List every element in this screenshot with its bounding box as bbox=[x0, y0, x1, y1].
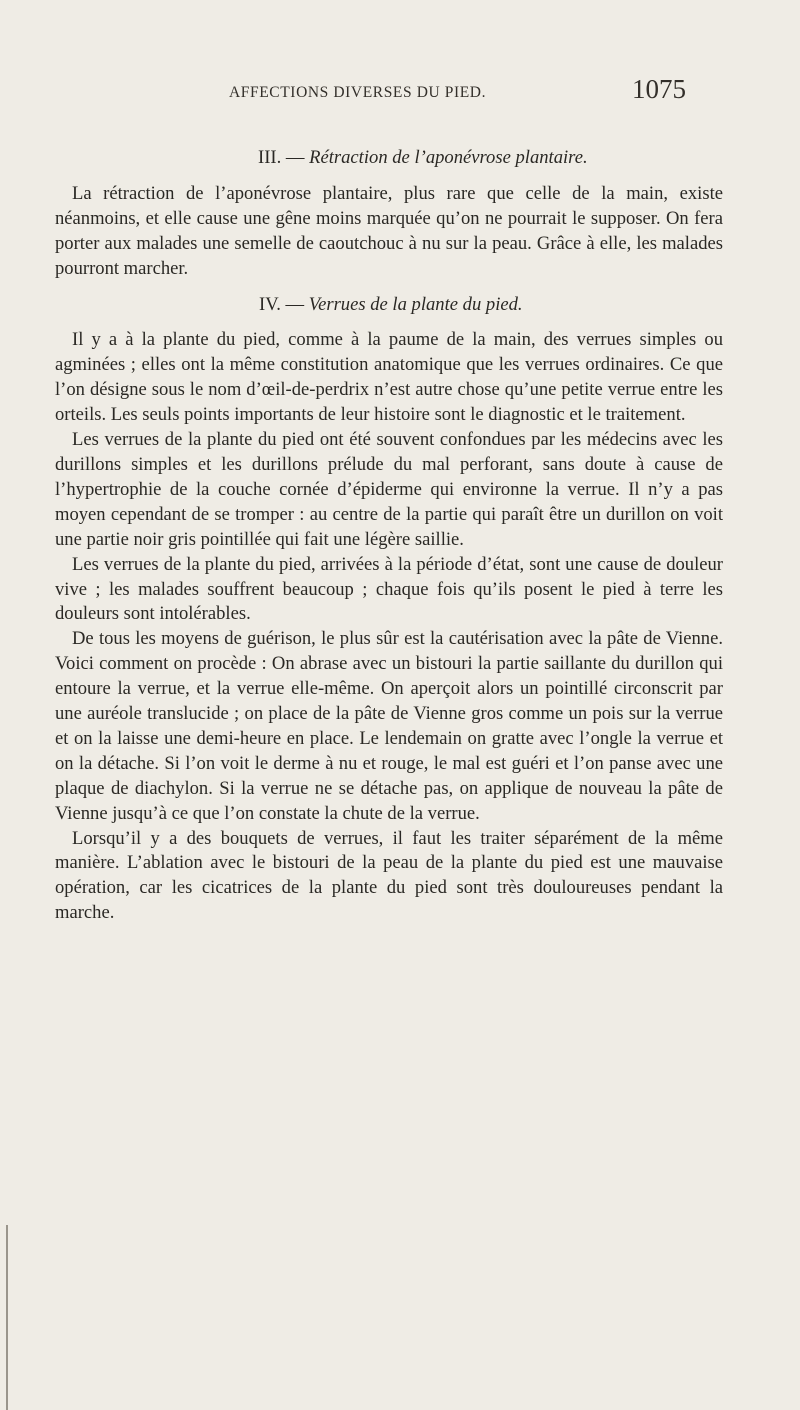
paragraph-verrues-traitement: De tous les moyens de guérison, le plus sûr est la cautérisation avec la pâte de Vienne. Voici comment on procède : On abrase avec un bistouri la partie saillante du durillon qui entoure la verrue, et la verrue elle-même. On aperçoit alors un pointillé circonscrit par une auréole translucide ; on place de la pâte de Vienne gros comme un pois sur la verrue et on la laisse une demi-heure en place. Le lendemain on gratte avec l’ongle la verrue et on la détache. Si l’on voit le derme à nu et rouge, le mal est guéri et l’on panse avec une plaque de diachylon. Si la verrue ne se détache pas, on applique de nouveau la pâte de Vienne jusqu’à ce que l’on constate la chute de la verrue. bbox=[55, 628, 723, 824]
section-numeral: IV. — bbox=[259, 293, 305, 315]
paragraph-verrues-bouquets: Lorsqu’il y a des bouquets de verrues, il faut les traiter séparément de la même manière. L’ablation avec le bistouri de la peau de la plante du pied est une mauvaise opération, car les cicatrices de la plante du pied sont très douloureuses pendant la marche. bbox=[55, 827, 723, 924]
running-head: AFFECTIONS DIVERSES DU PIED. bbox=[229, 84, 487, 101]
section-heading-verrues bbox=[55, 293, 723, 318]
page-number: 1075 bbox=[632, 74, 686, 104]
section-numeral: III. — bbox=[258, 147, 305, 168]
paragraph-verrues-description: Il y a à la plante du pied, comme à la paume de la main, des verrues simples ou agminées ; elles ont la même constitution anatomique que les verrues ordinaires. Ce que l’on désigne sous le nom d’œil-de-perdrix n’est autre chose qu’une petite verrue entre les orteils. Les seuls points importants de leur histoire sont le diagnostic et le traitement. bbox=[55, 329, 723, 426]
section-heading-retraction bbox=[55, 146, 723, 171]
paragraph-verrues-douleur: Les verrues de la plante du pied, arrivées à la période d’état, sont une cause de douleur vive ; les malades souffrent beaucoup ; chaque fois qu’ils posent le pied à terre les douleurs sont intolérables. bbox=[55, 553, 723, 625]
paragraph-retraction: La rétraction de l’aponévrose plantaire, plus rare que celle de la main, existe néanmoins, et elle cause une gêne moins marquée qu’on ne pourrait le supposer. On fera porter aux malades une semelle de caoutchouc à nu sur la peau. Grâce à elle, les malades pourront marcher. bbox=[55, 182, 723, 279]
page-edge-shadow bbox=[6, 1225, 8, 1410]
section-title: Rétraction de l’aponévrose plantaire. bbox=[309, 147, 588, 168]
body-text bbox=[55, 146, 723, 926]
section-title: Verrues de la plante du pied. bbox=[308, 293, 523, 315]
paragraph-verrues-diagnostic: Les verrues de la plante du pied ont été souvent confondues par les médecins avec les durillons simples et les durillons prélude du mal perforant, sans doute à cause de l’hypertrophie de la couche cornée d’épiderme qui environne la verrue. Il n’y a pas moyen cependant de se tromper : au centre de la partie qui paraît être un durillon on voit une partie noir gris pointillée qui fait une légère saillie. bbox=[55, 429, 723, 550]
